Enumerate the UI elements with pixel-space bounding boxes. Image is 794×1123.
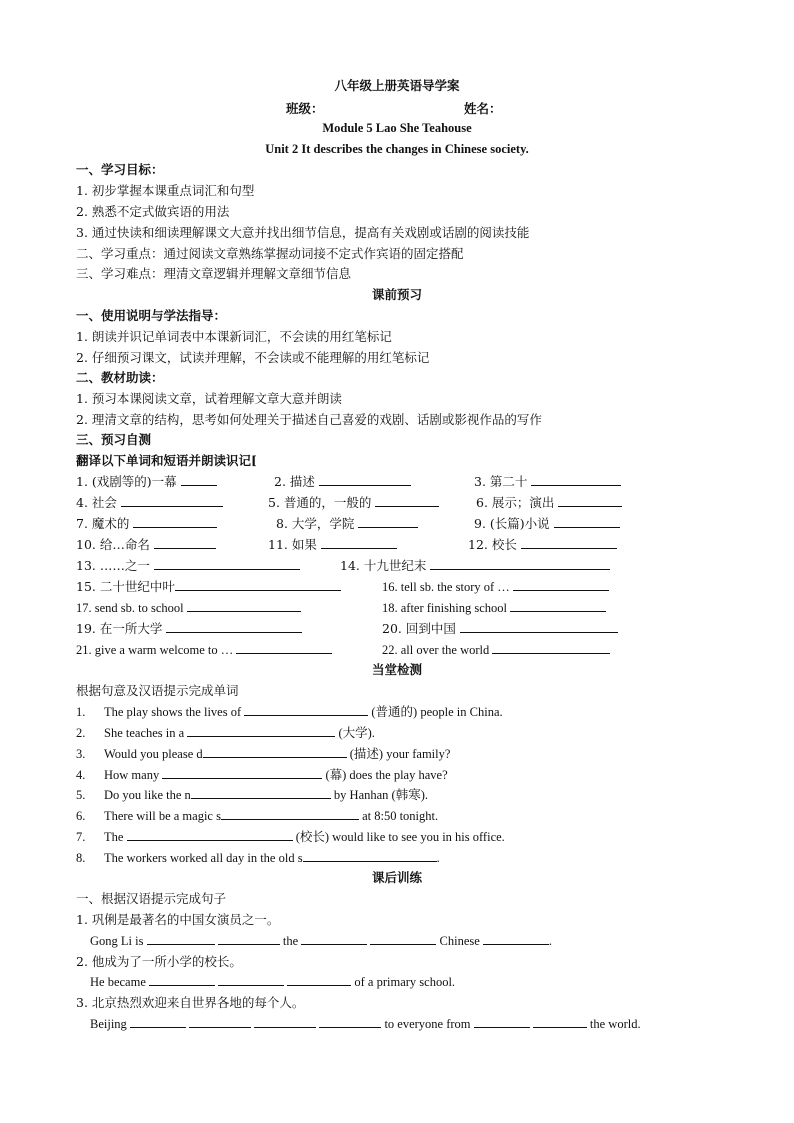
answer-blank[interactable] <box>303 850 437 862</box>
answer-blank[interactable] <box>287 974 351 986</box>
answer-blank[interactable] <box>189 1016 251 1028</box>
answer-blank[interactable] <box>319 1016 381 1028</box>
vocab-item: 19. 在一所大学 <box>76 621 302 636</box>
answer-blank[interactable] <box>513 579 609 591</box>
vocab-item: 20. 回到中国 <box>382 621 618 636</box>
class-label: 班级： <box>286 101 324 116</box>
answer-blank[interactable] <box>358 516 418 528</box>
vocab-item: 18. after finishing school <box>382 600 606 616</box>
answer-blank[interactable] <box>554 516 620 528</box>
answer-blank[interactable] <box>244 704 368 716</box>
vocab-item: 5. 普通的，一般的 <box>268 495 439 510</box>
difficulty: 三、学习难点：理清文章逻辑并理解文章细节信息 <box>76 266 352 281</box>
answer-blank[interactable] <box>133 516 217 528</box>
answer-blank[interactable] <box>301 933 367 945</box>
unit-title: Unit 2 It describes the changes in Chinese society. <box>265 142 529 156</box>
classroom-title: 当堂检测 <box>371 662 422 677</box>
answer-blank[interactable] <box>218 974 284 986</box>
answer-blank[interactable] <box>218 933 280 945</box>
vocab-item: 9. (长篇)小说 <box>474 516 620 531</box>
vocab-item: 12. 校长 <box>468 537 617 552</box>
vocab-item: 17. send sb. to school <box>76 600 301 616</box>
sentence-item: 7. The (校长) would like to see you in his office. <box>76 830 505 844</box>
vocab-item: 4. 社会 <box>76 495 223 510</box>
after-class-title: 课后训练 <box>371 870 422 885</box>
answer-blank[interactable] <box>430 558 610 570</box>
answer-blank[interactable] <box>187 600 301 612</box>
aid-heading: 二、教材助读： <box>76 370 164 385</box>
answer-blank[interactable] <box>483 933 549 945</box>
sentence-item: 1. The play shows the lives of (普通的) people in China. <box>76 705 503 719</box>
objective-item: 3. 通过快读和细读理解课文大意并找出细节信息，提高有关戏剧或话剧的阅读技能 <box>76 225 530 240</box>
module-title: Module 5 Lao She Teahouse <box>322 121 472 135</box>
translation-prompt: 2. 他成为了一所小学的校长。 <box>76 954 242 969</box>
vocab-item: 6. 展示；演出 <box>476 495 622 510</box>
translation-answer: Gong Li is the Chinese . <box>90 934 553 948</box>
answer-blank[interactable] <box>203 746 347 758</box>
answer-blank[interactable] <box>127 829 293 841</box>
answer-blank[interactable] <box>147 933 215 945</box>
sentence-item: 4. How many (幕) does the play have? <box>76 768 448 782</box>
vocab-item: 22. all over the world <box>382 642 610 658</box>
answer-blank[interactable] <box>166 621 302 633</box>
sentence-item: 8. The workers worked all day in the old s . <box>76 851 440 865</box>
aid-item: 2. 理清文章的结构，思考如何处理关于描述自己喜爱的戏剧、话剧或影视作品的写作 <box>76 412 542 427</box>
sentence-item: 2. She teaches in a (大学). <box>76 726 375 740</box>
answer-blank[interactable] <box>130 1016 186 1028</box>
key-point: 二、学习重点：通过阅读文章熟练掌握动词接不定式作宾语的固定搭配 <box>76 246 464 261</box>
answer-blank[interactable] <box>175 579 341 591</box>
answer-blank[interactable] <box>321 537 397 549</box>
answer-blank[interactable] <box>460 621 618 633</box>
answer-blank[interactable] <box>558 495 622 507</box>
vocab-item: 2. 描述 <box>274 474 411 489</box>
vocab-item: 13. ……之一 <box>76 558 300 573</box>
vocab-item: 10. 给…命名 <box>76 537 216 552</box>
vocab-item: 8. 大学，学院 <box>276 516 418 531</box>
answer-blank[interactable] <box>474 1016 530 1028</box>
translation-prompt: 1. 巩俐是最著名的中国女演员之一。 <box>76 912 280 927</box>
answer-blank[interactable] <box>191 787 331 799</box>
answer-blank[interactable] <box>236 642 332 654</box>
vocab-item: 16. tell sb. the story of … <box>382 579 609 595</box>
translation-answer: Beijing to everyone from the world. <box>90 1017 641 1031</box>
after-class-heading: 一、根据汉语提示完成句子 <box>76 891 227 906</box>
answer-blank[interactable] <box>531 474 621 486</box>
vocab-item: 1. (戏剧等的)一幕 <box>76 474 217 489</box>
answer-blank[interactable] <box>492 642 610 654</box>
translation-answer: He became of a primary school. <box>90 975 456 989</box>
self-test-heading: 三、预习自测 <box>76 432 152 447</box>
answer-blank[interactable] <box>375 495 439 507</box>
usage-item: 2. 仔细预习课文，试读并理解，不会读或不能理解的用红笔标记 <box>76 350 430 365</box>
answer-blank[interactable] <box>149 974 215 986</box>
name-label: 姓名： <box>464 101 502 116</box>
classroom-instruction: 根据句意及汉语提示完成单词 <box>76 683 239 698</box>
answer-blank[interactable] <box>121 495 223 507</box>
usage-heading: 一、使用说明与学法指导： <box>76 308 227 323</box>
vocab-item: 11. 如果 <box>268 537 397 552</box>
answer-blank[interactable] <box>521 537 617 549</box>
answer-blank[interactable] <box>319 474 411 486</box>
self-test-instruction: 翻译以下单词和短语并朗读识记[ <box>76 453 257 468</box>
translation-prompt: 3. 北京热烈欢迎来自世界各地的每个人。 <box>76 995 305 1010</box>
answer-blank[interactable] <box>510 600 606 612</box>
aid-item: 1. 预习本课阅读文章，试着理解文章大意并朗读 <box>76 391 342 406</box>
answer-blank[interactable] <box>533 1016 587 1028</box>
answer-blank[interactable] <box>254 1016 316 1028</box>
answer-blank[interactable] <box>370 933 436 945</box>
vocab-item: 21. give a warm welcome to … <box>76 642 332 658</box>
sentence-item: 3. Would you please d (描述) your family? <box>76 747 451 761</box>
objective-item: 1. 初步掌握本课重点词汇和句型 <box>76 183 255 198</box>
vocab-item: 14. 十九世纪末 <box>340 558 610 573</box>
answer-blank[interactable] <box>162 767 322 779</box>
sentence-item: 5. Do you like the n by Hanhan (韩寒). <box>76 788 428 802</box>
objectives-heading: 一、学习目标： <box>76 162 164 177</box>
vocab-item: 7. 魔术的 <box>76 516 217 531</box>
vocab-item: 3. 第二十 <box>474 474 621 489</box>
objective-item: 2. 熟悉不定式做宾语的用法 <box>76 204 230 219</box>
answer-blank[interactable] <box>187 725 335 737</box>
sentence-item: 6. There will be a magic s at 8:50 tonight. <box>76 809 439 823</box>
answer-blank[interactable] <box>181 474 217 486</box>
answer-blank[interactable] <box>154 558 300 570</box>
preview-title: 课前预习 <box>371 287 422 302</box>
vocab-item: 15. 二十世纪中叶 <box>76 579 341 594</box>
usage-item: 1. 朗读并识记单词表中本课新词汇，不会读的用红笔标记 <box>76 329 392 344</box>
answer-blank[interactable] <box>154 537 216 549</box>
answer-blank[interactable] <box>221 808 359 820</box>
page-title: 八年级上册英语导学案 <box>334 78 460 93</box>
